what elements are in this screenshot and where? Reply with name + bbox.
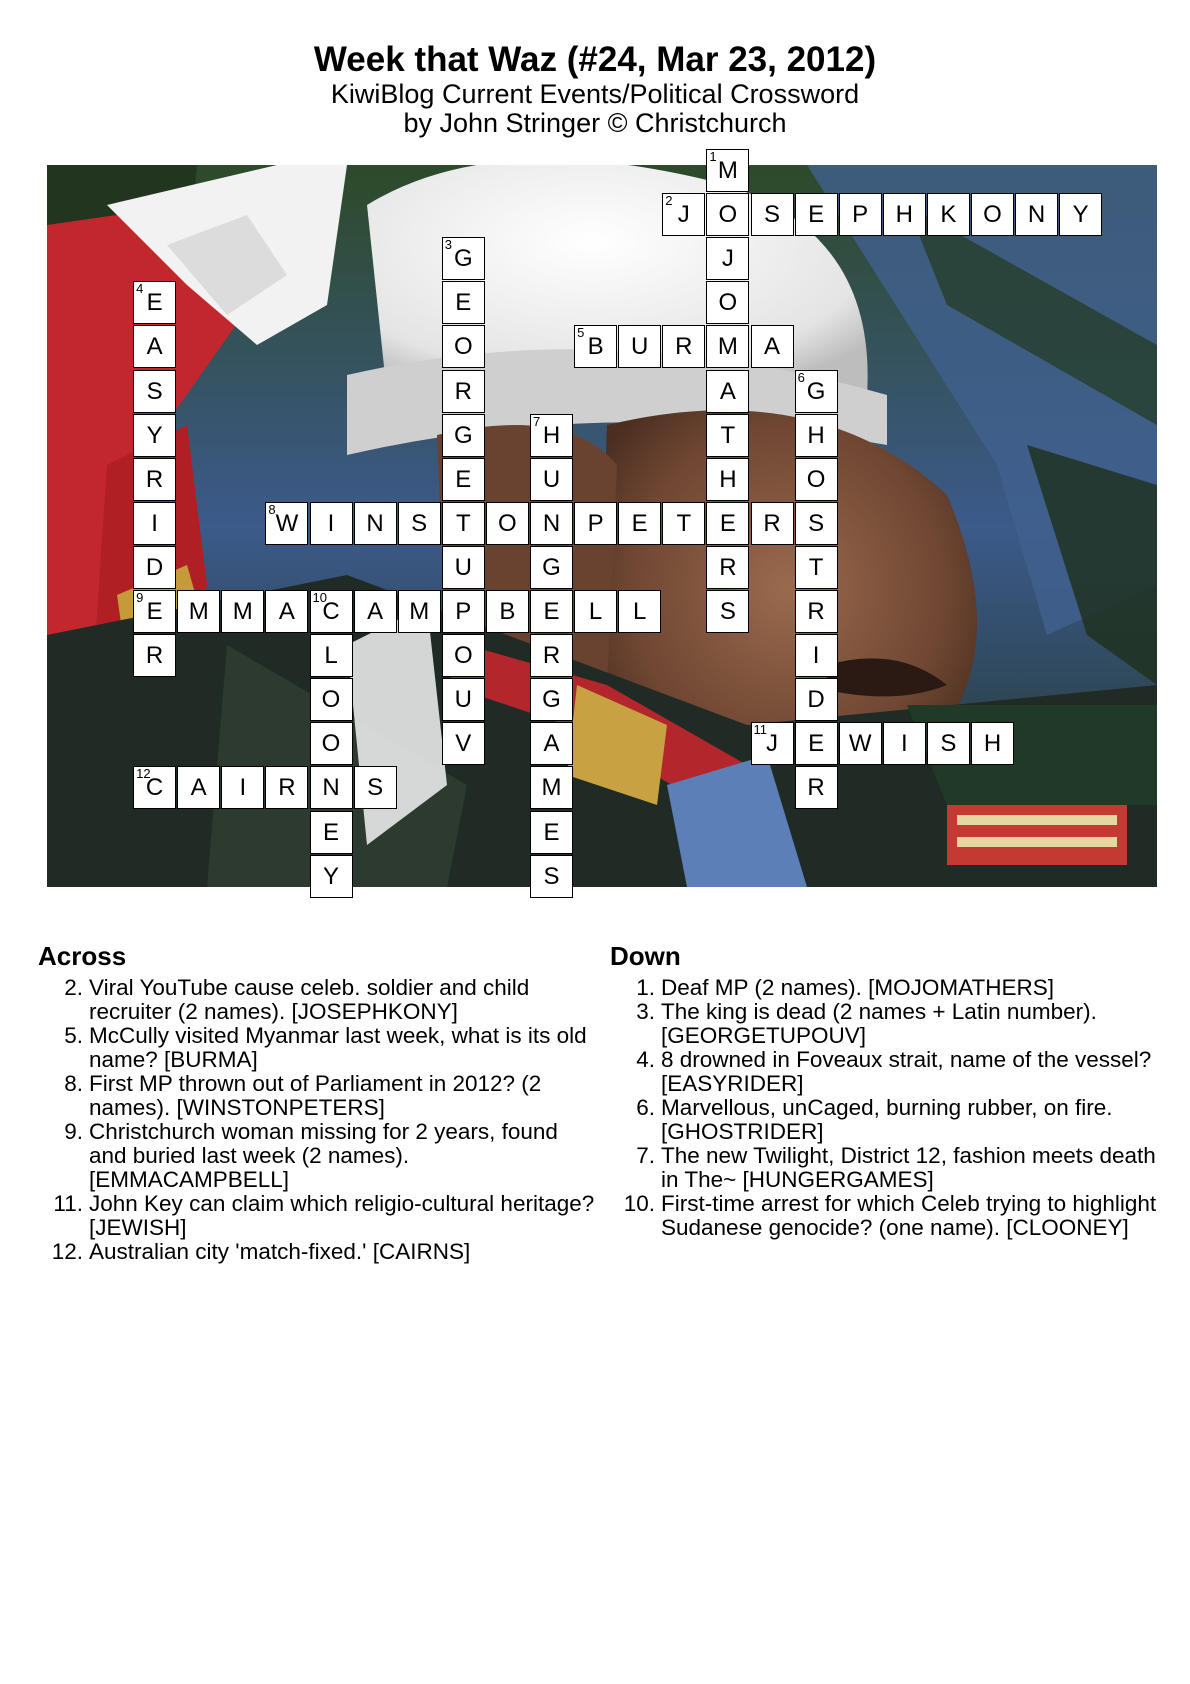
clue-number: 5 xyxy=(577,325,585,341)
clue-number: 9 xyxy=(136,590,144,605)
grid-cell[interactable] xyxy=(310,766,353,809)
cell-letter: E xyxy=(322,818,339,846)
clue-text: Christchurch woman missing for 2 years, found and buried last week (2 names). [EMMACAMPBELL] xyxy=(89,1119,558,1192)
clue-number: 4 xyxy=(136,281,144,297)
grid-cell[interactable] xyxy=(795,546,838,589)
grid-cell[interactable] xyxy=(398,502,441,545)
cell-letter: J xyxy=(766,730,778,758)
grid-cell[interactable] xyxy=(442,281,485,324)
grid-cell[interactable] xyxy=(133,281,176,324)
cell-letter: M xyxy=(717,333,738,361)
clue-number: 7 xyxy=(533,413,541,429)
clue-num: 7. xyxy=(636,1143,655,1168)
grid-cell[interactable] xyxy=(706,237,749,280)
clue-text: The king is dead (2 names + Latin number). [GEORGETUPOUV] xyxy=(661,999,1097,1048)
cell-letter: U xyxy=(542,465,561,493)
grid-cell[interactable] xyxy=(706,502,749,545)
grid-cell[interactable] xyxy=(265,766,308,809)
clue-number: 6 xyxy=(797,369,805,385)
cell-letter: P xyxy=(587,509,604,537)
grid-cell[interactable] xyxy=(751,722,794,765)
cell-letter: G xyxy=(453,245,473,273)
grid-cell[interactable] xyxy=(354,590,397,633)
cell-letter: L xyxy=(633,598,647,625)
across-clues xyxy=(38,940,598,1264)
grid-cell[interactable] xyxy=(310,855,353,898)
grid-cell[interactable] xyxy=(574,590,617,633)
grid-cell[interactable] xyxy=(883,193,926,236)
clue-num: 3. xyxy=(636,999,655,1024)
grid-cell[interactable] xyxy=(662,193,705,236)
across-heading: Across xyxy=(38,941,127,971)
cell-letter: A xyxy=(367,598,384,625)
grid-cell[interactable] xyxy=(310,722,353,765)
grid-cell[interactable] xyxy=(971,722,1014,765)
grid-cell[interactable] xyxy=(530,458,573,501)
grid-cell[interactable] xyxy=(530,855,573,898)
cell-letter: J xyxy=(677,201,690,229)
clue-num: 1. xyxy=(636,975,655,1000)
grid-cell[interactable] xyxy=(706,149,749,192)
cell-letter: E xyxy=(455,289,472,317)
grid-cell[interactable] xyxy=(530,634,573,677)
cell-letter: T xyxy=(808,553,824,581)
cell-letter: E xyxy=(719,509,736,537)
grid-cell[interactable] xyxy=(133,370,176,413)
grid-cell[interactable] xyxy=(354,766,397,809)
cell-letter: N xyxy=(542,509,561,537)
grid-cell[interactable] xyxy=(310,502,353,545)
clue-num: 9. xyxy=(64,1119,83,1144)
cell-letter: R xyxy=(454,377,472,405)
grid-cell[interactable] xyxy=(795,766,838,809)
grid-cell[interactable] xyxy=(574,502,617,545)
grid-cell[interactable] xyxy=(442,414,485,457)
cell-letter: S xyxy=(940,730,957,758)
grid-cell[interactable] xyxy=(883,722,926,765)
cell-letter: A xyxy=(763,333,780,361)
clue-number: 2 xyxy=(665,193,673,209)
cell-letter: P xyxy=(455,598,472,625)
grid-cell[interactable] xyxy=(927,722,970,765)
header xyxy=(0,40,1190,138)
cell-letter: T xyxy=(720,421,736,449)
grid-cell[interactable] xyxy=(530,678,573,721)
cell-letter: E xyxy=(543,818,560,846)
cell-letter: E xyxy=(146,598,163,625)
grid-cell[interactable] xyxy=(442,634,485,677)
grid-cell[interactable] xyxy=(927,193,970,236)
cell-letter: A xyxy=(190,774,207,802)
grid-cell[interactable] xyxy=(177,590,220,633)
cell-letter: L xyxy=(588,598,603,625)
cell-letter: H xyxy=(983,730,1002,758)
cell-letter: O xyxy=(983,201,1002,229)
cell-letter: I xyxy=(900,730,908,758)
cell-letter: H xyxy=(895,201,913,229)
clue-text: Viral YouTube cause celeb. soldier and child recruiter (2 names). [JOSEPHKONY] xyxy=(89,975,530,1024)
grid-cell[interactable] xyxy=(795,414,838,457)
grid-cell[interactable] xyxy=(530,502,573,545)
cell-letter: A xyxy=(146,333,163,361)
grid-cell[interactable] xyxy=(839,722,882,765)
cell-letter: G xyxy=(453,421,473,449)
cell-letter: O xyxy=(453,642,473,670)
grid-cell[interactable] xyxy=(442,325,485,368)
clue-text: The new Twilight, District 12, fashion meets death in The~ [HUNGERGAMES] xyxy=(661,1143,1156,1192)
cell-letter: G xyxy=(542,686,561,714)
cell-letter: E xyxy=(543,598,560,625)
cell-letter: O xyxy=(718,289,738,317)
page-subtitle: KiwiBlog Current Events/Political Crossword xyxy=(330,79,860,109)
cell-letter: A xyxy=(719,377,736,405)
grid-cell[interactable] xyxy=(795,634,838,677)
grid-cell[interactable] xyxy=(133,766,176,809)
cell-letter: H xyxy=(807,421,825,449)
grid-cell[interactable] xyxy=(751,325,794,368)
clue-number: 3 xyxy=(444,237,453,253)
grid-cell[interactable] xyxy=(486,590,529,633)
cell-letter: S xyxy=(411,509,428,537)
down-clues xyxy=(610,940,1170,1240)
clue-number: 11 xyxy=(753,722,767,738)
cell-letter: I xyxy=(327,509,335,537)
grid-cell[interactable] xyxy=(530,722,573,765)
grid-cell[interactable] xyxy=(618,502,661,545)
cell-letter: E xyxy=(455,465,472,493)
down-clue xyxy=(610,1144,1170,1192)
grid-cell[interactable] xyxy=(1059,193,1102,236)
cell-letter: O xyxy=(806,465,826,493)
clue-num: 11. xyxy=(53,1191,83,1216)
cell-letter: E xyxy=(808,201,825,229)
cell-letter: M xyxy=(188,598,209,625)
cell-letter: E xyxy=(631,509,648,537)
grid-cell[interactable] xyxy=(795,678,838,721)
cell-letter: U xyxy=(631,333,649,361)
grid-cell[interactable] xyxy=(795,722,838,765)
cell-letter: Y xyxy=(1072,201,1089,229)
grid-cell[interactable] xyxy=(530,766,573,809)
cell-letter: B xyxy=(587,333,604,361)
grid-cell[interactable] xyxy=(706,546,749,589)
cell-letter: U xyxy=(454,686,472,714)
cell-letter: N xyxy=(1027,201,1046,229)
cell-letter: Y xyxy=(146,421,163,449)
clue-text: McCully visited Myanmar last week, what is its old name? [BURMA] xyxy=(89,1023,587,1072)
grid-cell[interactable] xyxy=(398,590,441,633)
clue-number: 12 xyxy=(136,766,151,782)
byline: by John Stringer © Christchurch xyxy=(403,108,787,138)
grid-cell[interactable] xyxy=(706,458,749,501)
cell-letter: E xyxy=(146,289,163,317)
cell-letter: M xyxy=(409,598,430,625)
clue-text: 8 drowned in Foveaux strait, name of the vessel? [EASYRIDER] xyxy=(661,1047,1152,1096)
cell-letter: M xyxy=(232,598,253,625)
clue-num: 8. xyxy=(64,1071,83,1096)
grid-cell[interactable] xyxy=(795,370,838,413)
across-clue xyxy=(38,1192,598,1240)
cell-letter: S xyxy=(367,774,384,802)
grid-cell[interactable] xyxy=(839,193,882,236)
grid-cell[interactable] xyxy=(133,325,176,368)
grid-cell[interactable] xyxy=(310,590,353,633)
grid-cell[interactable] xyxy=(1015,193,1058,236)
cell-letter: R xyxy=(807,598,825,625)
grid-cell[interactable] xyxy=(265,590,308,633)
cell-letter: U xyxy=(454,553,472,581)
clue-text: Deaf MP (2 names). [MOJOMATHERS] xyxy=(661,975,1054,1000)
cell-letter: C xyxy=(145,774,164,802)
grid-cell[interactable] xyxy=(795,502,838,545)
grid-cell[interactable] xyxy=(618,590,661,633)
down-heading: Down xyxy=(610,941,681,971)
cell-letter: A xyxy=(543,730,560,758)
cell-letter: W xyxy=(848,730,872,758)
grid-cell[interactable] xyxy=(442,237,485,280)
cell-letter: N xyxy=(322,774,340,802)
grid-cell[interactable] xyxy=(133,502,176,545)
cell-letter: P xyxy=(852,201,869,229)
cell-letter: H xyxy=(542,421,561,449)
clue-num: 10. xyxy=(623,1191,655,1216)
clue-number: 8 xyxy=(268,501,276,517)
cell-letter: R xyxy=(719,553,737,581)
grid-cell[interactable] xyxy=(706,370,749,413)
clue-text: Marvellous, unCaged, burning rubber, on fire. [GHOSTRIDER] xyxy=(661,1095,1113,1144)
cell-letter: B xyxy=(499,598,516,625)
grid-cell[interactable] xyxy=(530,811,573,854)
cell-letter: R xyxy=(675,333,693,361)
down-clue xyxy=(610,976,1170,1000)
cell-letter: C xyxy=(322,598,340,625)
grid-cell[interactable] xyxy=(310,811,353,854)
across-clue xyxy=(38,1024,598,1072)
clue-num: 12. xyxy=(51,1239,83,1264)
grid-cell[interactable] xyxy=(751,193,794,236)
down-list xyxy=(610,976,1170,1240)
grid-cell[interactable] xyxy=(177,766,220,809)
grid-cell[interactable] xyxy=(530,546,573,589)
cell-letter: D xyxy=(807,686,825,714)
grid-cell[interactable] xyxy=(662,502,705,545)
grid-cell[interactable] xyxy=(442,590,485,633)
across-clue xyxy=(38,1240,598,1264)
clue-text: John Key can claim which religio-cultural heritage? [JEWISH] xyxy=(89,1191,595,1240)
cell-letter: O xyxy=(498,509,517,537)
grid-cell[interactable] xyxy=(706,325,749,368)
grid-cell[interactable] xyxy=(706,590,749,633)
grid-cell[interactable] xyxy=(442,722,485,765)
cell-letter: I xyxy=(812,642,820,670)
grid-cell[interactable] xyxy=(442,370,485,413)
clue-num: 2. xyxy=(64,975,83,1000)
cell-letter: J xyxy=(721,245,734,273)
across-clue xyxy=(38,1120,598,1192)
clue-num: 6. xyxy=(636,1095,655,1120)
cell-letter: V xyxy=(455,730,472,758)
cell-letter: G xyxy=(806,377,826,405)
grid-cell[interactable] xyxy=(221,766,264,809)
clue-num: 4. xyxy=(636,1047,655,1072)
grid-cell[interactable] xyxy=(442,502,485,545)
cell-letter: R xyxy=(278,774,296,802)
across-clue xyxy=(38,1072,598,1120)
clue-text: Australian city 'match-fixed.' [CAIRNS] xyxy=(89,1239,471,1264)
grid-cell[interactable] xyxy=(310,634,353,677)
cell-letter: I xyxy=(151,509,158,537)
grid-cell[interactable] xyxy=(354,502,397,545)
cell-letter: R xyxy=(542,642,561,670)
cell-letter: Y xyxy=(322,862,339,890)
cell-letter: N xyxy=(366,509,384,537)
cell-letter: S xyxy=(808,509,825,537)
grid-cell[interactable] xyxy=(133,414,176,457)
grid-cell[interactable] xyxy=(133,634,176,677)
grid-cell[interactable] xyxy=(795,590,838,633)
cell-letter: R xyxy=(763,509,781,537)
grid-cell[interactable] xyxy=(795,458,838,501)
cell-letter: K xyxy=(940,201,957,229)
cell-letter: S xyxy=(763,201,780,229)
grid-cell[interactable] xyxy=(133,458,176,501)
grid-cell[interactable] xyxy=(706,193,749,236)
cell-letter: O xyxy=(718,201,738,229)
grid-cell[interactable] xyxy=(662,325,705,368)
grid-cell[interactable] xyxy=(530,414,573,457)
cell-letter: I xyxy=(239,774,247,802)
grid-cell[interactable] xyxy=(442,678,485,721)
grid-cell[interactable] xyxy=(442,546,485,589)
grid-cell[interactable] xyxy=(706,281,749,324)
clue-number: 1 xyxy=(709,149,717,164)
cell-letter: H xyxy=(719,465,737,493)
clue-num: 5. xyxy=(64,1023,83,1048)
cell-letter: O xyxy=(321,730,341,758)
grid-cell[interactable] xyxy=(795,193,838,236)
cell-letter: S xyxy=(146,377,163,405)
down-clue xyxy=(610,1192,1170,1240)
cell-letter: R xyxy=(807,774,825,802)
grid-cell[interactable] xyxy=(221,590,264,633)
grid-cell[interactable] xyxy=(751,502,794,545)
across-clue xyxy=(38,976,598,1024)
grid-cell[interactable] xyxy=(486,502,529,545)
cell-letter: G xyxy=(542,553,561,581)
cell-letter: M xyxy=(717,157,738,184)
cell-letter: R xyxy=(145,465,164,493)
cell-letter: E xyxy=(808,730,825,758)
grid-cell[interactable] xyxy=(133,590,176,633)
grid-cell[interactable] xyxy=(618,325,661,368)
cell-letter: L xyxy=(324,642,338,670)
grid-cell[interactable] xyxy=(133,546,176,589)
down-clue xyxy=(610,1048,1170,1096)
clue-number: 10 xyxy=(312,590,327,605)
cell-letter: D xyxy=(145,553,164,581)
clue-text: First-time arrest for which Celeb trying to highlight Sudanese genocide? (one name). [CLOONEY] xyxy=(661,1191,1157,1240)
cell-letter: T xyxy=(455,509,471,537)
cell-letter: R xyxy=(145,642,164,670)
grid-cell[interactable] xyxy=(442,458,485,501)
grid-cell[interactable] xyxy=(310,678,353,721)
clue-text: First MP thrown out of Parliament in 2012? (2 names). [WINSTONPETERS] xyxy=(89,1071,542,1120)
cell-letter: T xyxy=(676,509,692,537)
down-clue xyxy=(610,1000,1170,1048)
cell-letter: W xyxy=(275,509,299,537)
cell-letter: M xyxy=(541,774,562,802)
down-clue xyxy=(610,1096,1170,1144)
grid-cell[interactable] xyxy=(574,325,617,368)
grid-cell[interactable] xyxy=(530,590,573,633)
grid-cell[interactable] xyxy=(971,193,1014,236)
grid-cell[interactable] xyxy=(706,414,749,457)
grid-cell[interactable] xyxy=(265,502,308,545)
across-list xyxy=(38,976,598,1264)
cell-letter: A xyxy=(278,598,295,625)
cell-letter: S xyxy=(719,598,736,625)
cell-letter: O xyxy=(453,333,473,361)
page-title: Week that Waz (#24, Mar 23, 2012) xyxy=(313,40,877,79)
cell-letter: O xyxy=(321,686,341,714)
cell-letter: S xyxy=(543,862,560,890)
